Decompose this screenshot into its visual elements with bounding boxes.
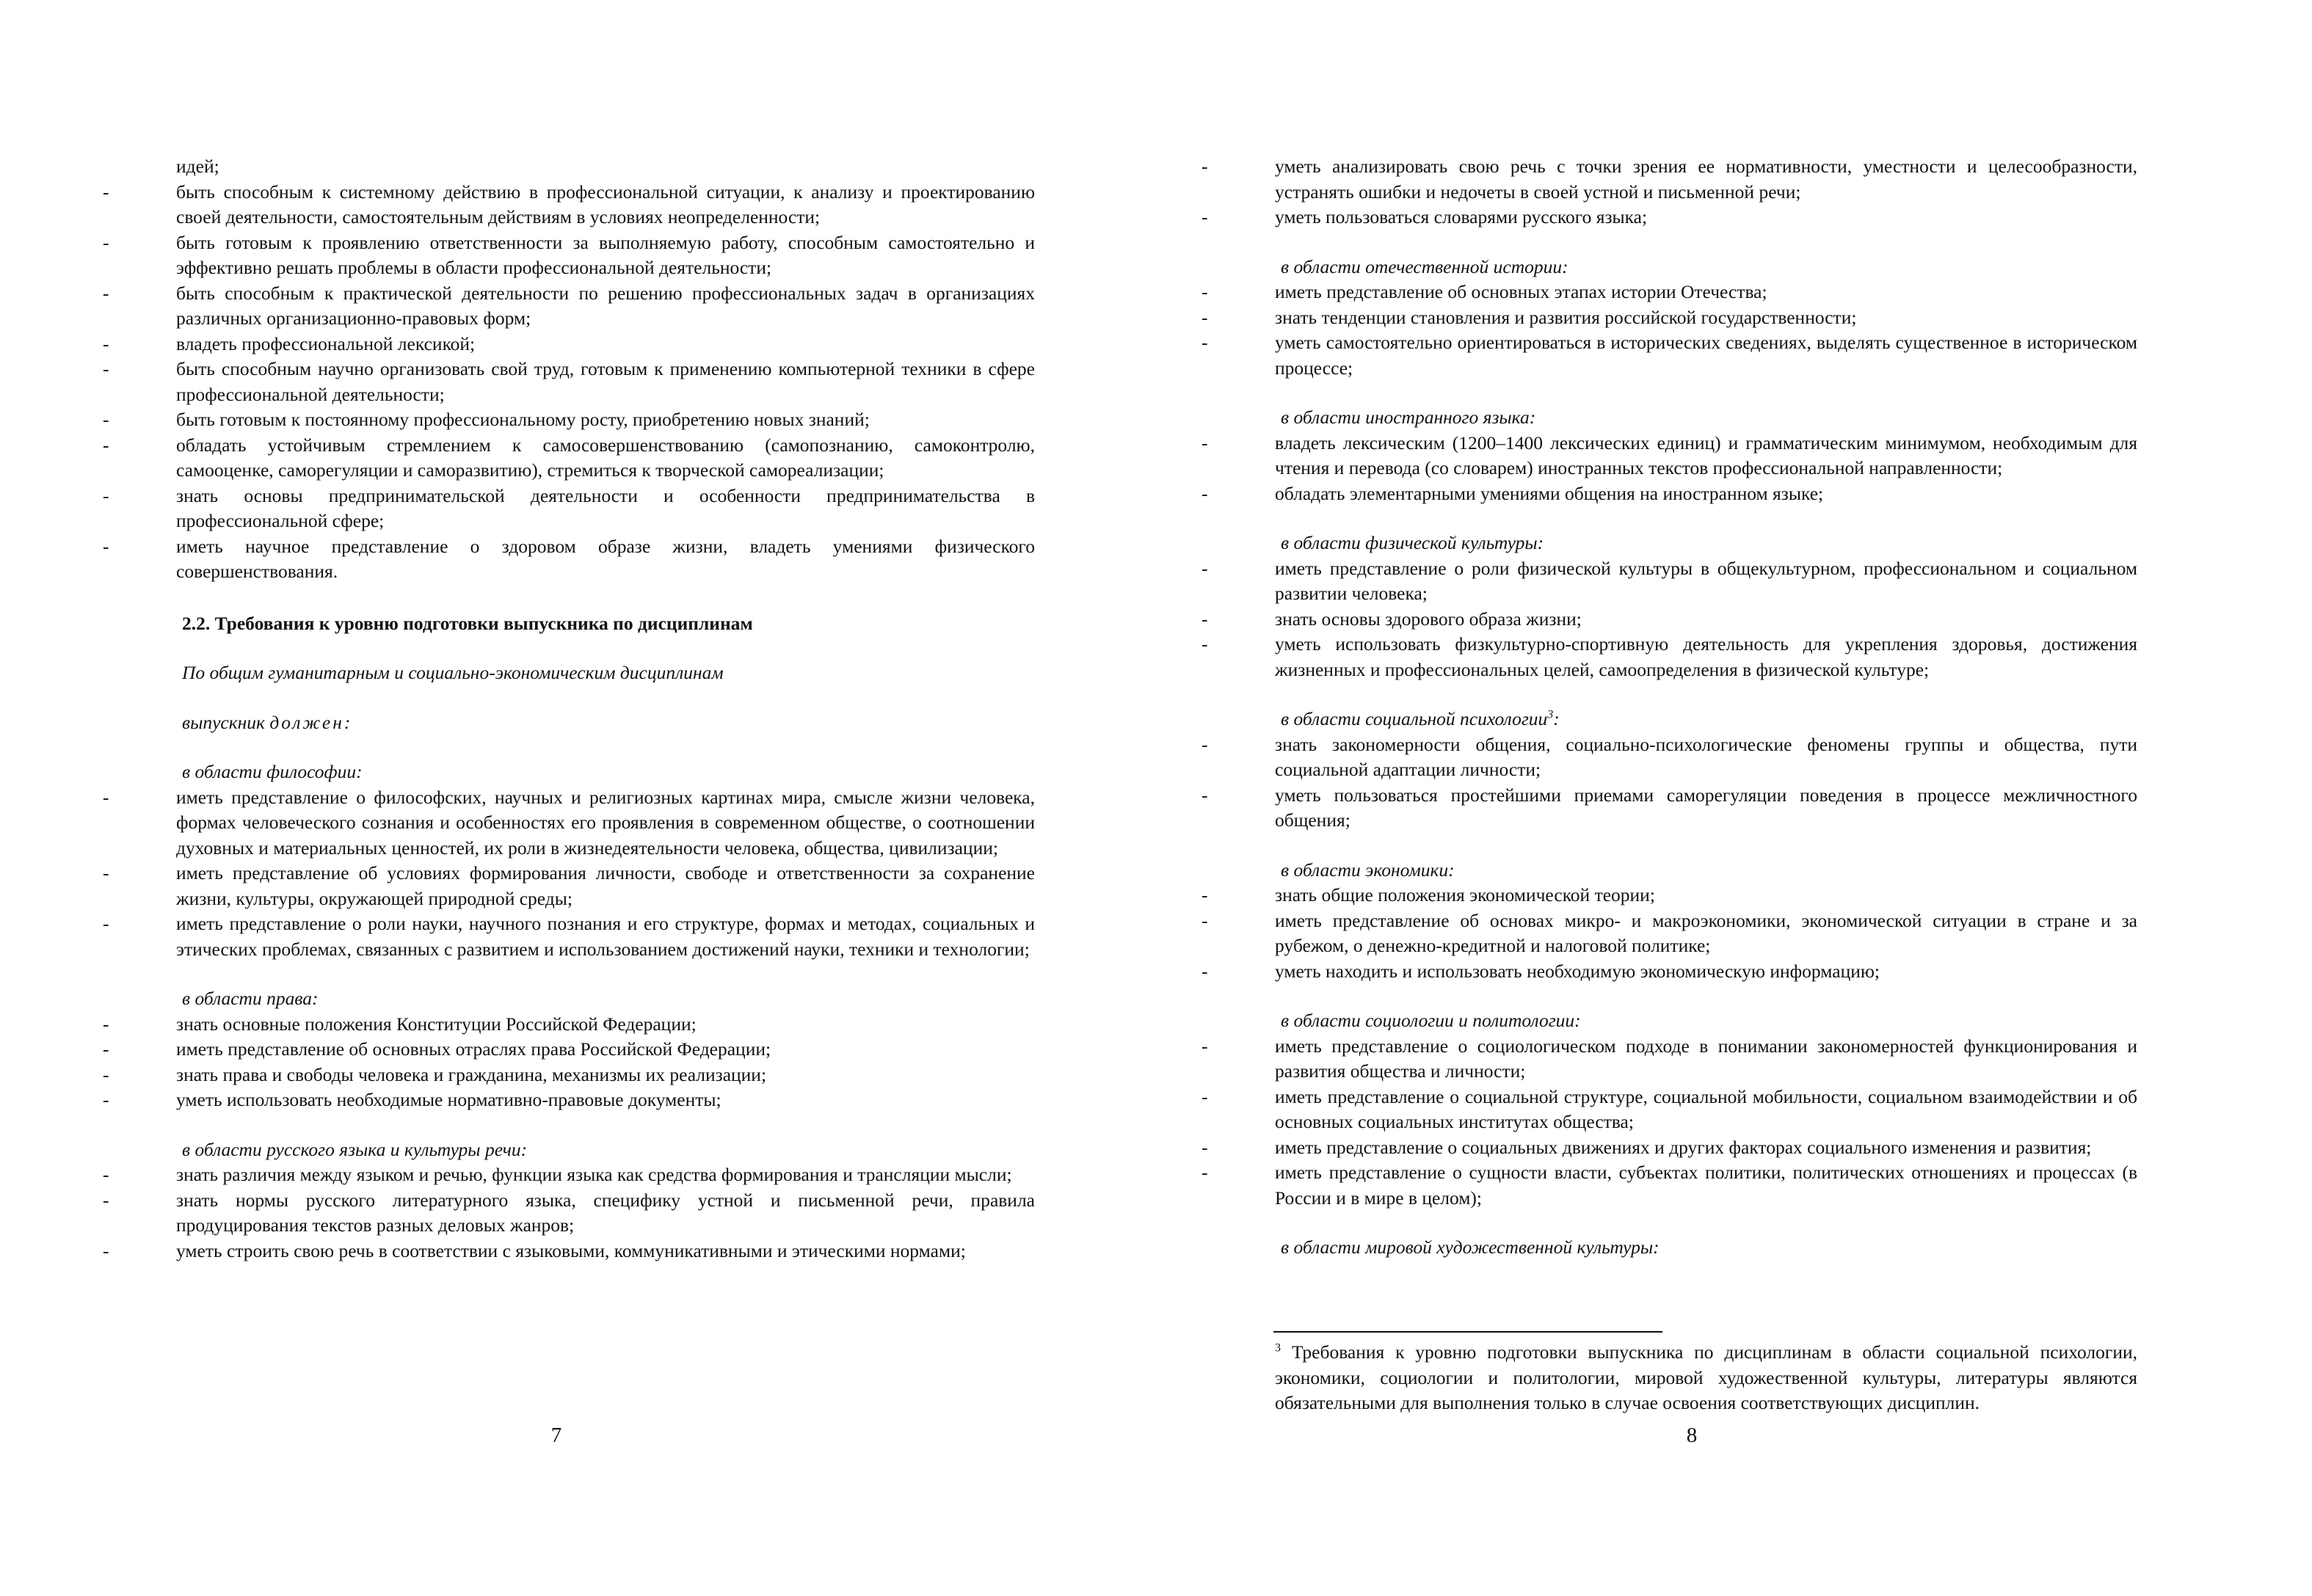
social-psychology-title-text: в области социальной психологии bbox=[1281, 708, 1548, 729]
list-item: - владеть профессиональной лексикой; bbox=[176, 332, 1035, 357]
list-item: - быть готовым к постоянному профессиональному росту, приобретению новых знаний; bbox=[176, 407, 1035, 433]
list-item: - быть способным к системному действию в профессиональной ситуации, к анализу и проектированию своей деятельности, самостоятельным действиям в условиях неопределенности; bbox=[176, 180, 1035, 230]
list-item: - иметь представление о социальной структуре, социальной мобильности, социальном взаимодействии и об основных социальных институтах общества; bbox=[1275, 1085, 2137, 1135]
sociology-list bbox=[1275, 1034, 2137, 1211]
list-item: - уметь анализировать свою речь с точки зрения ее нормативности, уместности и целесообразности, устранять ошибки и недочеты в своей устной и письменной речи; bbox=[1275, 154, 2137, 205]
footnote-reference: 3 bbox=[1547, 708, 1554, 721]
list-item: - уметь пользоваться простейшими приемами саморегуляции поведения в процессе межличностного общения; bbox=[1275, 783, 2137, 834]
list-item: - обладать элементарными умениями общения на иностранном языке; bbox=[1275, 481, 2137, 507]
list-item: - иметь представление о роли физической культуры в общекультурном, профессиональном и социальном развитии человека; bbox=[1275, 556, 2137, 607]
list-item: - уметь использовать физкультурно-спортивную деятельность для укрепления здоровья, достижения жизненных и профессиональных целей, самоопределения в физической культуре; bbox=[1275, 632, 2137, 682]
list-item: - владеть лексическим (1200–1400 лексических единиц) и грамматическим минимумом, необходимым для чтения и перевода (со словарем) иностранных текстов профессиональной направленности; bbox=[1275, 431, 2137, 481]
list-item: - иметь научное представление о здоровом образе жизни, владеть умениями физического совершенствования. bbox=[176, 534, 1035, 585]
sociology-title: в области социологии и политологии: bbox=[1281, 1010, 1581, 1031]
russian-title: в области русского языка и культуры речи: bbox=[182, 1138, 528, 1160]
list-item: - иметь представление об основных этапах истории Отечества; bbox=[1275, 280, 2137, 305]
economics-list bbox=[1275, 883, 2137, 984]
art-culture-title: в области мировой художественной культуры: bbox=[1281, 1236, 1660, 1258]
list-item: - знать общие положения экономической теории; bbox=[1275, 883, 2137, 908]
list-item: - иметь представление о роли науки, научного познания и его структуре, формах и методах, социальных и этических проблемах, связанных с развитием и использованием достижений науки, техники и технологии; bbox=[176, 911, 1035, 962]
history-list bbox=[1275, 280, 2137, 381]
list-item: - обладать устойчивым стремлением к самосовершенствованию (самопознанию, самоконтролю, самооценке, саморегуляции и саморазвитию), стремиться к творческой самореализации; bbox=[176, 433, 1035, 484]
graduate-must-line bbox=[182, 710, 1035, 736]
list-item: - знать различия между языком и речью, функции языка как средства формирования и трансляции мысли; bbox=[176, 1162, 1035, 1188]
right-page bbox=[1156, 0, 2312, 1596]
russian-continued-list bbox=[1275, 154, 2137, 230]
law-title: в области права: bbox=[182, 988, 319, 1009]
list-item: - уметь пользоваться словарями русского языка; bbox=[1275, 205, 2137, 230]
list-item: - иметь представление об основах микро- и макроэкономики, экономической ситуации в стране и за рубежом, о денежно-кредитной и налоговой политике; bbox=[1275, 908, 2137, 959]
subheading: По общим гуманитарным и социально-экономическим дисциплинам bbox=[182, 662, 724, 683]
physical-culture-title: в области физической культуры: bbox=[1281, 532, 1544, 553]
philosophy-title: в области философии: bbox=[182, 761, 363, 782]
list-item: - знать нормы русского литературного языка, специфику устной и письменной речи, правила продуцирования текстов разных деловых жанров; bbox=[176, 1188, 1035, 1239]
economics-title: в области экономики: bbox=[1281, 859, 1455, 881]
law-list bbox=[176, 1012, 1035, 1113]
social-psychology-title bbox=[1281, 707, 2137, 732]
list-item: - уметь использовать необходимые нормативно-правовые документы; bbox=[176, 1087, 1035, 1113]
title-colon: : bbox=[1553, 708, 1560, 729]
list-item: - знать основные положения Конституции Российской Федерации; bbox=[176, 1012, 1035, 1038]
footnote bbox=[1275, 1340, 2137, 1416]
graduate-spaced: должен bbox=[269, 711, 344, 733]
list-item: - знать основы предпринимательской деятельности и особенности предпринимательства в профессиональной сфере; bbox=[176, 484, 1035, 534]
list-item: - иметь представление о философских, научных и религиозных картинах мира, смысле жизни человека, формах человеческого сознания и особенностях его проявления в современном обществе, о соотношении духовных и материальных ценностей, их роли в жизнедеятельности человека, общества, цивилизации; bbox=[176, 785, 1035, 861]
right-text-column bbox=[1275, 154, 2137, 1261]
footnote-mark: 3 bbox=[1275, 1341, 1281, 1355]
footnote-text: Требования к уровню подготовки выпускника по дисциплинам в области социальной психологии, экономики, социологии и политологии, мировой художественной культуры, литературы являются обязательными для выполнения только в случае освоения соответствующих дисциплин. bbox=[1275, 1341, 2137, 1413]
page-number: 7 bbox=[550, 1424, 562, 1447]
list-item: - знать закономерности общения, социально-психологические феномены группы и общества, пути социальной адаптации личности; bbox=[1275, 732, 2137, 783]
list-item: - уметь самостоятельно ориентироваться в исторических сведениях, выделять существенное в историческом процессе; bbox=[1275, 330, 2137, 381]
list-item: - знать тенденции становления и развития российской государственности; bbox=[1275, 305, 2137, 331]
list-item: - иметь представление о социальных движениях и других факторах социального изменения и развития; bbox=[1275, 1135, 2137, 1161]
section-heading: 2.2. Требования к уровню подготовки выпускника по дисциплинам bbox=[182, 612, 753, 634]
page-number: 8 bbox=[1686, 1424, 1698, 1447]
foreign-language-title: в области иностранного языка: bbox=[1281, 407, 1536, 428]
list-item: - иметь представление о социологическом подходе в понимании закономерностей функционирования и развития общества и личности; bbox=[1275, 1034, 2137, 1085]
graduate-suffix: : bbox=[343, 711, 351, 733]
left-text-column bbox=[176, 154, 1035, 1264]
foreign-language-list bbox=[1275, 431, 2137, 507]
list-item: - уметь находить и использовать необходимую экономическую информацию; bbox=[1275, 959, 2137, 985]
history-title: в области отечественной истории: bbox=[1281, 255, 1568, 277]
list-item: - уметь строить свою речь в соответствии с языковыми, коммуникативными и этическими нормами; bbox=[176, 1239, 1035, 1264]
philosophy-list bbox=[176, 785, 1035, 963]
continued-line: идей; bbox=[176, 156, 219, 177]
physical-culture-list bbox=[1275, 556, 2137, 683]
graduate-abilities-list bbox=[176, 180, 1035, 585]
social-psychology-list bbox=[1275, 732, 2137, 834]
list-item: - знать основы здорового образа жизни; bbox=[1275, 607, 2137, 633]
list-item: - быть способным научно организовать свой труд, готовым к применению компьютерной техники в сфере профессиональной деятельности; bbox=[176, 357, 1035, 407]
list-item: - иметь представление об основных отраслях права Российской Федерации; bbox=[176, 1037, 1035, 1063]
list-item: - быть способным к практической деятельности по решению профессиональных задач в организациях различных организационно-правовых форм; bbox=[176, 281, 1035, 332]
footnote-divider bbox=[1273, 1331, 1662, 1333]
russian-list bbox=[176, 1162, 1035, 1264]
list-item: - иметь представление об условиях формирования личности, свободе и ответственности за сохранение жизни, культуры, окружающей природной среды; bbox=[176, 861, 1035, 911]
list-item: - иметь представление о сущности власти, субъектах политики, политических отношениях и процессах (в России и в мире в целом); bbox=[1275, 1160, 2137, 1211]
list-item: - знать права и свободы человека и гражданина, механизмы их реализации; bbox=[176, 1063, 1035, 1088]
graduate-prefix: выпускник bbox=[182, 711, 270, 733]
list-item: - быть готовым к проявлению ответственности за выполняемую работу, способным самостоятельно и эффективно решать проблемы в области профессиональной деятельности; bbox=[176, 230, 1035, 281]
